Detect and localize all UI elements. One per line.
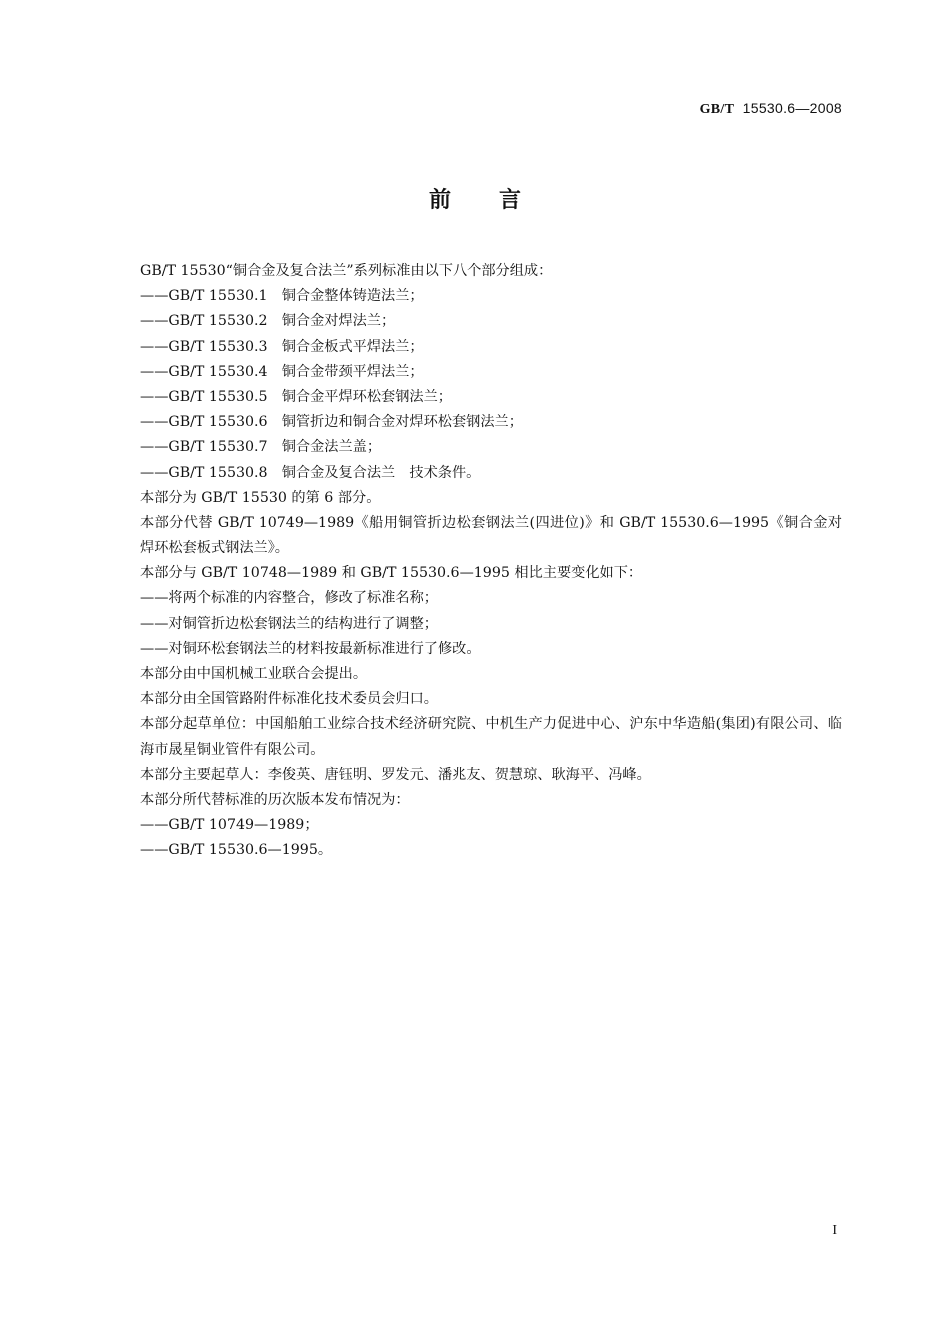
paragraph-history-intro: 本部分所代替标准的历次版本发布情况为：: [140, 792, 410, 808]
list-item-part-7: ——GB/T 15530.7 铜合金法兰盖；: [140, 439, 382, 456]
list-item-part-8: ——GB/T 15530.8 铜合金及复合法兰 技术条件。: [140, 464, 481, 481]
document-code: [700, 100, 842, 118]
list-item-part-2: ——GB/T 15530.2 铜合金对焊法兰；: [140, 313, 396, 330]
list-item-change-1: ——将两个标准的内容整合，修改了标准名称；: [140, 590, 438, 607]
list-item-part-4: ——GB/T 15530.4 铜合金带颈平焊法兰；: [140, 363, 424, 380]
paragraph-changes-intro: 本部分与 GB/T 10748—1989 和 GB/T 15530.6—1995 相比主要变化如下：: [140, 565, 643, 582]
list-item-history-2: ——GB/T 15530.6—1995。: [140, 842, 333, 859]
paragraph-replaces: 本部分代替 GB/T 10749—1989《船用铜管折边松套钢法兰(四进位)》和 GB/T 15530.6—1995《铜合金对焊环松套板式钢法兰》。: [140, 514, 842, 557]
list-item-history-1: ——GB/T 10749—1989；: [140, 817, 319, 834]
paragraph-part-statement: 本部分为 GB/T 15530 的第 6 部分。: [140, 489, 381, 506]
document-code-number: 15530.6—2008: [742, 100, 842, 116]
list-item-part-1: ——GB/T 15530.1 铜合金整体铸造法兰；: [140, 288, 424, 305]
paragraph-proposed-by: 本部分由中国机械工业联合会提出。: [140, 666, 368, 683]
foreword-body: [108, 259, 842, 864]
list-item-part-6: ——GB/T 15530.6 铜管折边和铜合金对焊环松套钢法兰；: [140, 414, 523, 431]
paragraph-intro: GB/T 15530“铜合金及复合法兰”系列标准由以下八个部分组成：: [140, 263, 553, 279]
paragraph-drafting-units: 本部分起草单位：中国船舶工业综合技术经济研究院、中机生产力促进中心、沪东中华造船(集团)有限公司、临海市晟星铜业管件有限公司。: [140, 716, 842, 758]
page-title: 前言: [428, 188, 569, 213]
page-number: I: [832, 1223, 837, 1238]
list-item-part-3: ——GB/T 15530.3 铜合金板式平焊法兰；: [140, 338, 424, 355]
list-item-part-5: ——GB/T 15530.5 铜合金平焊环松套钢法兰；: [140, 388, 452, 405]
list-item-change-2: ——对铜管折边松套钢法兰的结构进行了调整；: [140, 615, 438, 632]
document-code-prefix: GB/T: [699, 102, 735, 117]
paragraph-drafters: 本部分主要起草人：李俊英、唐钰明、罗发元、潘兆友、贺慧琼、耿海平、冯峰。: [140, 766, 651, 783]
list-item-change-3: ——对铜环松套钢法兰的材料按最新标准进行了修改。: [140, 640, 481, 657]
paragraph-centralized-by: 本部分由全国管路附件标准化技术委员会归口。: [140, 691, 438, 708]
